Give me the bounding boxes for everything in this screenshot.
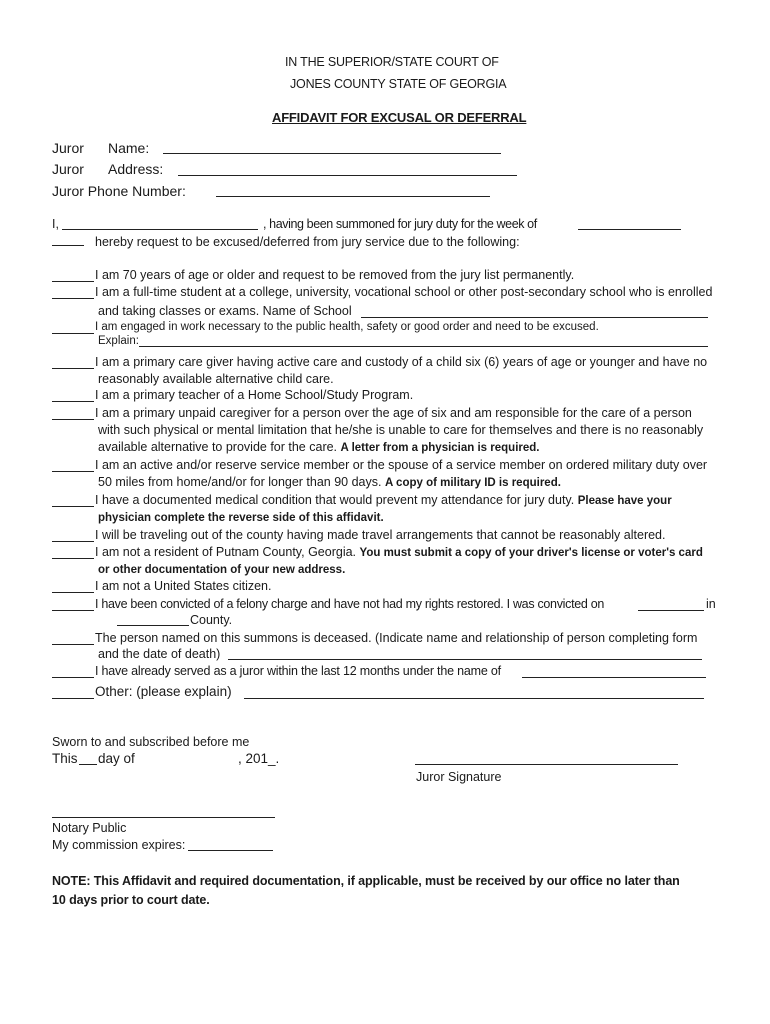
- declarant-name-field[interactable]: [62, 229, 258, 230]
- reason-check-blank[interactable]: [52, 471, 94, 472]
- commission-label: My commission expires:: [52, 838, 186, 852]
- reason-check-blank[interactable]: [52, 298, 94, 299]
- reason-check-blank[interactable]: [52, 610, 94, 611]
- reason-requirement-cont: or other documentation of your new address.: [98, 564, 346, 576]
- reason-requirement: A copy of military ID is required.: [384, 477, 561, 489]
- this-label: This: [52, 751, 78, 766]
- reason-continuation: Explain:: [98, 335, 139, 347]
- reason-check-blank[interactable]: [52, 401, 94, 402]
- day-field[interactable]: [79, 764, 97, 765]
- intro-summoned-text: , having been summoned for jury duty for the week of: [263, 217, 537, 231]
- day-of-label: day of: [98, 751, 135, 766]
- juror-phone-field[interactable]: [216, 196, 490, 197]
- reason-continuation: and the date of death): [98, 647, 221, 661]
- conviction-county-field[interactable]: [117, 625, 189, 626]
- reason-continuation: and taking classes or exams. Name of School: [98, 304, 352, 318]
- reason-check-blank[interactable]: [52, 541, 94, 542]
- note-line-2: 10 days prior to court date.: [52, 893, 210, 907]
- document-title: AFFIDAVIT FOR EXCUSAL OR DEFERRAL: [272, 110, 527, 125]
- juror-signature-label: Juror Signature: [416, 770, 502, 784]
- note-line-1: NOTE: This Affidavit and required documentation, if applicable, must be received by our office no later than: [52, 874, 680, 888]
- reason-requirement: You must submit a copy of your driver's license or voter's card: [359, 547, 703, 559]
- year-label: , 201_.: [238, 751, 280, 766]
- juror-name-label-1: Juror: [52, 140, 84, 156]
- reason-suffix: in: [706, 597, 716, 611]
- juror-address-field[interactable]: [178, 175, 517, 176]
- reason-continuation-text: 50 miles from home/and/or for longer than 90 days.: [98, 475, 382, 489]
- sworn-text: Sworn to and subscribed before me: [52, 735, 250, 749]
- reason-check-blank[interactable]: [52, 592, 94, 593]
- reason-check-blank[interactable]: [52, 419, 94, 420]
- court-line-2: JONES COUNTY STATE OF GEORGIA: [290, 77, 507, 91]
- intro-initial-field[interactable]: [52, 245, 84, 246]
- reason-requirement: A letter from a physician is required.: [340, 442, 540, 454]
- reason-continuation: [98, 440, 539, 455]
- reason-text: I am 70 years of age or older and request to be removed from the jury list permanently.: [95, 268, 575, 282]
- reason-requirement-cont: physician complete the reverse side of this affidavit.: [98, 512, 384, 524]
- notary-signature-line[interactable]: [52, 817, 275, 818]
- juror-address-label-1: Juror: [52, 161, 84, 177]
- reason-text: I am a primary teacher of a Home School/Study Program.: [95, 388, 414, 402]
- juror-address-label-2: Address:: [108, 161, 164, 177]
- week-of-field[interactable]: [578, 229, 681, 230]
- other-explain-field[interactable]: [244, 698, 704, 699]
- school-name-field[interactable]: [361, 317, 708, 318]
- reason-text: Other: (please explain): [95, 684, 232, 699]
- reason-text: I am engaged in work necessary to the public health, safety or good order and need to be excused.: [95, 321, 599, 333]
- reason-text: [95, 493, 672, 508]
- reason-text-body: I am not a resident of Putnam County, Georgia.: [95, 545, 357, 559]
- reason-continuation: with such physical or mental limitation that he/she is unable to care for themselves and there is no reasonably: [98, 423, 704, 437]
- deceased-details-field[interactable]: [228, 659, 702, 660]
- reason-continuation: [98, 475, 561, 490]
- reason-text: I am a primary care giver having active care and custody of a child six (6) years of age or younger and have no: [95, 355, 708, 369]
- reason-text: [95, 545, 703, 560]
- reason-text: I am not a United States citizen.: [95, 579, 272, 593]
- reason-check-blank[interactable]: [52, 506, 94, 507]
- court-line-1: IN THE SUPERIOR/STATE COURT OF: [285, 55, 499, 69]
- reason-check-blank[interactable]: [52, 698, 94, 699]
- juror-name-field[interactable]: [163, 153, 501, 154]
- reason-text: I have been convicted of a felony charge and have not had my rights restored. I was convicted on: [95, 597, 605, 611]
- explain-field[interactable]: [139, 346, 708, 347]
- conviction-date-field[interactable]: [638, 610, 704, 611]
- intro-i-prefix: I,: [52, 217, 59, 231]
- commission-expires-field[interactable]: [188, 850, 273, 851]
- reason-text: I am a full-time student at a college, university, vocational school or other post-secondary school who is enrolled: [95, 285, 713, 299]
- reason-text: I am an active and/or reserve service member or the spouse of a service member on ordered military duty over: [95, 458, 708, 472]
- juror-phone-label: Juror Phone Number:: [52, 183, 186, 199]
- reason-check-blank[interactable]: [52, 281, 94, 282]
- reason-check-blank[interactable]: [52, 368, 94, 369]
- reason-continuation: reasonably available alternative child care.: [98, 372, 334, 386]
- reason-text-body: I have a documented medical condition that would prevent my attendance for jury duty.: [95, 493, 575, 507]
- reason-text: The person named on this summons is deceased. (Indicate name and relationship of person completing form: [95, 631, 698, 645]
- reason-check-blank[interactable]: [52, 333, 94, 334]
- notary-label: Notary Public: [52, 821, 127, 835]
- prior-service-name-field[interactable]: [522, 677, 706, 678]
- reason-requirement: Please have your: [577, 495, 672, 507]
- juror-name-row: [52, 140, 84, 156]
- reason-text: I have already served as a juror within the last 12 months under the name of: [95, 664, 501, 678]
- reason-continuation: County.: [190, 613, 233, 627]
- juror-name-label-2: Name:: [108, 140, 150, 156]
- reason-check-blank[interactable]: [52, 677, 94, 678]
- reason-text: I will be traveling out of the county having made travel arrangements that cannot be reasonably altered.: [95, 528, 666, 542]
- reason-text: I am a primary unpaid caregiver for a person over the age of six and am responsible for the care of a person: [95, 406, 692, 420]
- reason-check-blank[interactable]: [52, 644, 94, 645]
- juror-signature-line[interactable]: [415, 764, 678, 765]
- intro-request-text: hereby request to be excused/deferred from jury service due to the following:: [95, 235, 520, 249]
- reason-check-blank[interactable]: [52, 558, 94, 559]
- reason-continuation-text: available alternative to provide for the care.: [98, 440, 338, 454]
